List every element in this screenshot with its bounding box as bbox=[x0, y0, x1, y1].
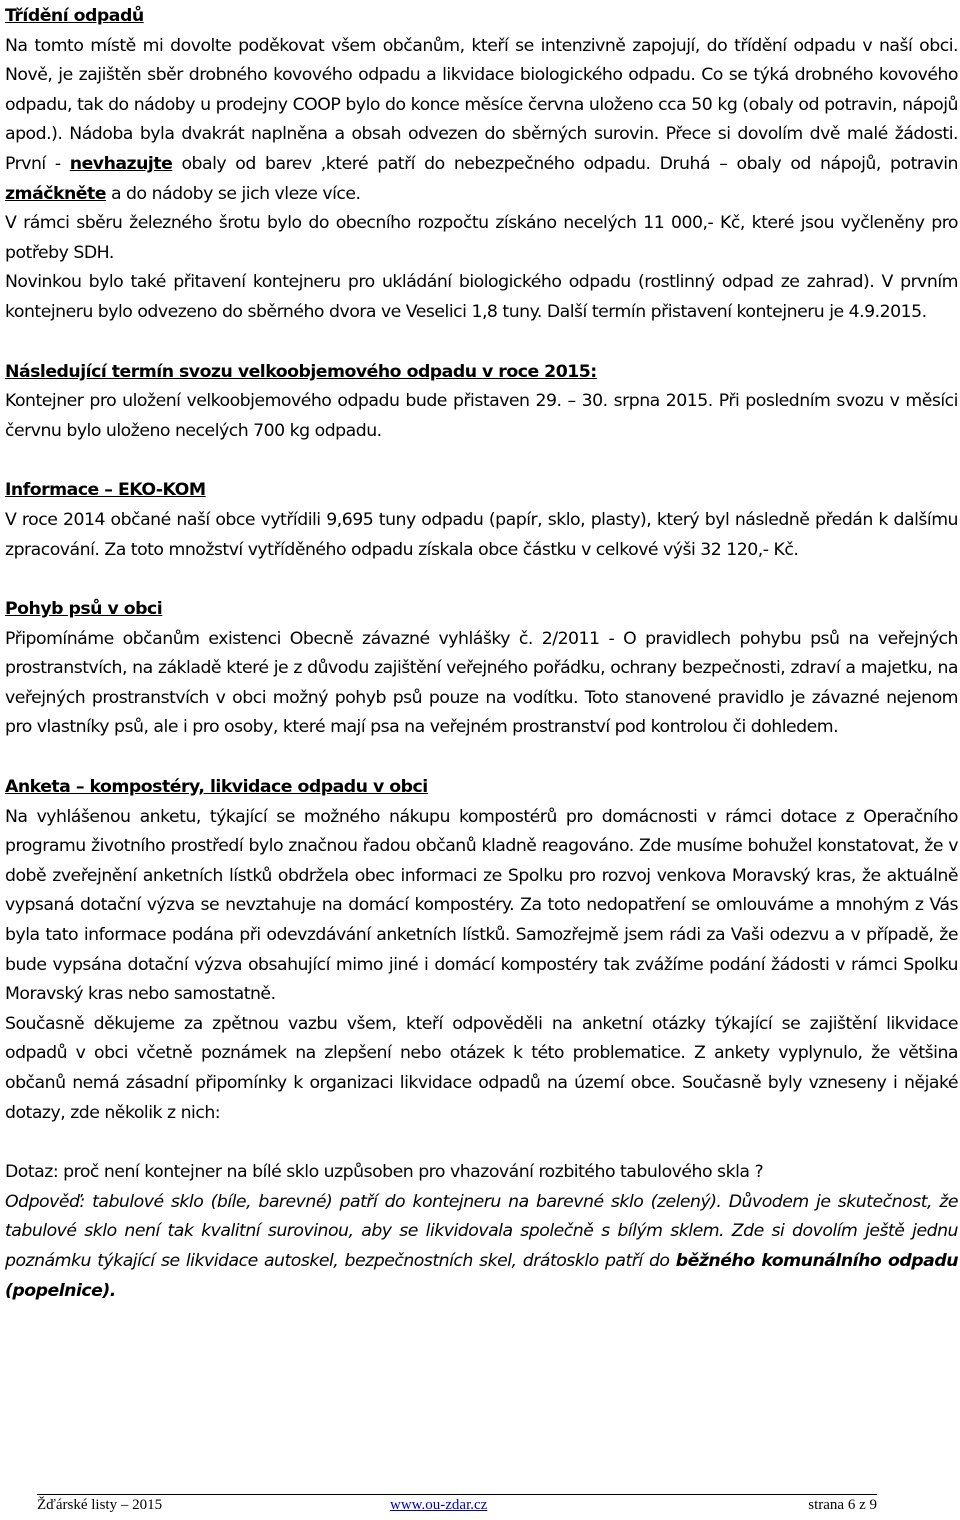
section-heading: Informace – EKO-KOM bbox=[5, 480, 206, 501]
section-dotaz bbox=[5, 1158, 958, 1306]
section-ekokom bbox=[5, 476, 958, 565]
section-heading: Pohyb psů v obci bbox=[5, 599, 163, 620]
page-footer bbox=[37, 1494, 877, 1517]
section-psi bbox=[5, 595, 958, 743]
footer-page-number: strana 6 z 9 bbox=[808, 1497, 877, 1513]
section-svoz bbox=[5, 358, 958, 447]
answer-emphasis: běžného komunálního odpadu (popelnice). bbox=[5, 1250, 958, 1301]
footer-website-link[interactable]: www.ou-zdar.cz bbox=[390, 1497, 488, 1513]
paragraph: Na vyhlášenou anketu, týkající se možného nákupu kompostérů pro domácnosti v rámci dotace z Operačního programu životního prostředí bylo značnou řadou občanů kladně reagováno. Zde musíme bohužel konstatovat, že v době zveřejnění anketních lístků obdržela obec informaci ze Spolku pro rozvoj venkova Moravský kras, že aktuálně vypsaná dotační výzva se nevztahuje na domácí kompostéry. Za toto nedopatření se omlouváme a mnohým z Vás byla tato informace podána při odevzdávání anketních lístků. Samozřejmě jsem rádi za Vaši odezvu a v případě, že bude vypsána dotační výzva obsahující mimo jiné i domácí kompostéry tak zvážíme podání žádosti v rámci Spolku Moravský kras nebo samostatně. bbox=[5, 806, 958, 1005]
section-anketa bbox=[5, 773, 958, 1128]
footer-publication: Žďárské listy – 2015 bbox=[37, 1497, 163, 1513]
emphasis-nevhazujte: nevhazujte bbox=[69, 153, 173, 174]
document-page bbox=[5, 2, 958, 1306]
section-heading: Následující termín svozu velkoobjemového odpadu v roce 2015: bbox=[5, 361, 597, 382]
question: Dotaz: proč není kontejner na bílé sklo uzpůsoben pro vhazování rozbitého tabulového skla ? bbox=[5, 1162, 764, 1183]
section-heading: Třídění odpadů bbox=[5, 6, 144, 26]
paragraph: Novinkou bylo také přitavení kontejneru pro ukládání biologického odpadu (rostlinný odpad ze zahrad). V prvním kontejneru bylo odvezeno do sběrného dvora ve Veselici 1,8 tuny. Další termín přistavení kontejneru je 4.9.2015. bbox=[5, 272, 958, 322]
paragraph: Současně děkujeme za zpětnou vazbu všem, kteří odpověděli na anketní otázky týkající se zajištění likvidace odpadů v obci včetně poznámek na zlepšení nebo otázek k této problematice. Z ankety vyplynulo, že většina občanů nemá zásadní připomínky k organizaci likvidace odpadů na území obce. Současně byly vzneseny i nějaké dotazy, zde několik z nich: bbox=[5, 1013, 958, 1123]
section-heading: Anketa – kompostéry, likvidace odpadu v obci bbox=[5, 777, 428, 798]
emphasis-zmacknete: zmáčkněte bbox=[5, 183, 106, 204]
paragraph: V rámci sběru železného šrotu bylo do obecního rozpočtu získáno necelých 11 000,- Kč, které jsou vyčleněny pro potřeby SDH. bbox=[5, 213, 958, 263]
paragraph: Na tomto místě mi dovolte poděkovat všem občanům, kteří se intenzivně zapojují, do třídění odpadu v naší obci. Nově, je zajištěn sběr drobného kovového odpadu a likvidace biologického odpadu. Co se týká drobného kovového odpadu, tak do nádoby u prodejny COOP bylo do konce měsíce června uloženo cca 50 kg (obaly od potravin, nápojů apod.). Nádoba byla dvakrát naplněna a obsah odvezen do sběrných surovin. Přece si dovolím dvě malé žádosti. První - nevhazujte obaly od barev ,které patří do nebezpečného odpadu. Druhá – obaly od nápojů, potravin zmáčkněte a do nádoby se jich vleze více. bbox=[5, 35, 959, 204]
paragraph: Připomínáme občanům existenci Obecně závazné vyhlášky č. 2/2011 - O pravidlech pohybu psů na veřejných prostranstvích, na základě které je z důvodu zajištění veřejného pořádku, ochrany bezpečnosti, zdraví a majetku, na veřejných prostranstvích v obci možný pohyb psů pouze na vodítku. Toto stanovené pravidlo je závazné nejenom pro vlastníky psů, ale i pro osoby, které mají psa na veřejném prostranství pod kontrolou či dohledem. bbox=[5, 628, 958, 738]
section-trideni bbox=[5, 2, 958, 328]
answer: Odpověď: tabulové sklo (bíle, barevné) patří do kontejneru na barevné sklo (zelený). Důvodem je skutečnost, že tabulové sklo není tak kvalitní surovinou, aby se likvidovala společně s bílým sklem. Zde si dovolím ještě jednu poznámku týkající se likvidace autoskel, bezpečnostních skel, drátosklo patří do běžného komunálního odpadu (popelnice). bbox=[5, 1191, 958, 1301]
paragraph: V roce 2014 občané naší obce vytřídili 9,695 tuny odpadu (papír, sklo, plasty), který byl následně předán k dalšímu zpracování. Za toto množství vytříděného odpadu získala obce částku v celkové výši 32 120,- Kč. bbox=[5, 509, 958, 560]
paragraph: Kontejner pro uložení velkoobjemového odpadu bude přistaven 29. – 30. srpna 2015. Při posledním svozu v měsíci červnu bylo uloženo necelých 700 kg odpadu. bbox=[5, 391, 958, 441]
